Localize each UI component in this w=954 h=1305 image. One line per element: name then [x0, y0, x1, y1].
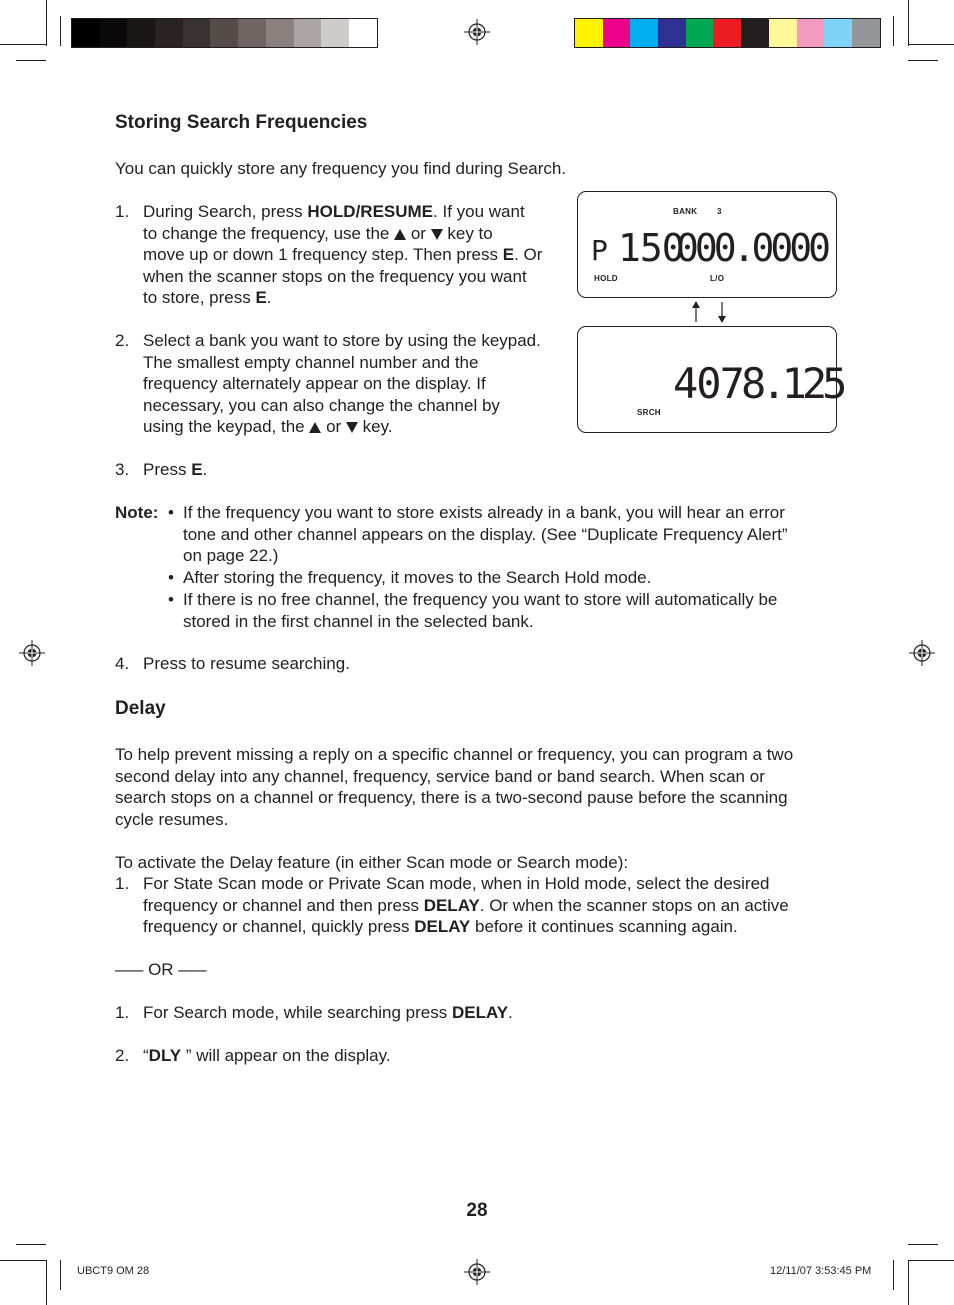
- hold-label: HOLD: [594, 274, 618, 283]
- color-swatch: [100, 19, 128, 47]
- down-arrow-icon: [346, 422, 358, 433]
- bullet: •: [168, 568, 174, 587]
- bank-number: 3: [717, 207, 722, 216]
- step-number: 2.: [115, 331, 130, 350]
- crop-mark: [0, 44, 46, 45]
- color-swatch: [713, 19, 741, 47]
- up-arrow-icon: [394, 229, 406, 240]
- crop-mark: [893, 1260, 894, 1290]
- color-swatch: [127, 19, 155, 47]
- crop-mark: [16, 60, 46, 61]
- color-swatch: [658, 19, 686, 47]
- bullet: •: [168, 503, 174, 522]
- note-bullet-2: After storing the frequency, it moves to the Search Hold mode.: [183, 568, 652, 587]
- crop-mark: [908, 1260, 954, 1261]
- crop-mark: [46, 0, 47, 46]
- intro-text: You can quickly store any frequency you find during Search.: [115, 159, 567, 178]
- lcd-display-hold: [577, 191, 837, 298]
- note-bullet-3: If there is no free channel, the frequency you want to store will automatically be stored in the first channel in the selected bank.: [183, 590, 778, 631]
- step-number: 1.: [115, 202, 130, 221]
- channel-digits: 407: [673, 359, 743, 408]
- up-down-arrows-icon: [688, 300, 730, 324]
- color-swatch: [349, 19, 377, 47]
- color-swatch: [321, 19, 349, 47]
- color-swatch: [183, 19, 211, 47]
- srch-label: SRCH: [637, 408, 661, 417]
- frequency-digits: 8.125: [741, 359, 843, 408]
- color-swatch: [741, 19, 769, 47]
- step-number: 1.: [115, 874, 130, 893]
- section-heading-storing: Storing Search Frequencies: [115, 112, 368, 133]
- registration-mark-icon: [464, 19, 490, 45]
- color-swatch: [686, 19, 714, 47]
- color-swatch: [797, 19, 825, 47]
- page-number: 28: [466, 1200, 488, 1221]
- step-1-text: During Search, press HOLD/RESUME. If you want to change the frequency, use the or key to move up or down 1 frequency step. Then press E. Or when the scanner stops on the frequency you want to store, press E.: [143, 202, 543, 308]
- bullet: •: [168, 590, 174, 609]
- search-delay-step-text: For Search mode, while searching press DELAY.: [143, 1003, 513, 1022]
- color-swatch: [238, 19, 266, 47]
- color-swatch: [155, 19, 183, 47]
- color-swatch: [294, 19, 322, 47]
- crop-mark: [60, 1260, 61, 1290]
- crop-mark: [908, 60, 938, 61]
- lcd-display-search: [577, 326, 843, 433]
- color-swatch: [769, 19, 797, 47]
- step-4-text: Press to resume searching.: [143, 654, 350, 673]
- section-heading-delay: Delay: [115, 698, 166, 719]
- registration-mark-icon: [19, 640, 45, 666]
- step-2-text: Select a bank you want to store by using the keypad. The smallest empty channel number and the frequency alternately appear on the display. If necessary, you can also change the channel by using the keypad, the or key.: [143, 331, 541, 437]
- up-arrow-icon: [309, 422, 321, 433]
- crop-mark: [908, 1244, 938, 1245]
- registration-mark-icon: [909, 640, 935, 666]
- step-3-text: Press E.: [143, 460, 208, 479]
- frequency-digits: 000.0000: [676, 226, 828, 270]
- crop-mark: [16, 1244, 46, 1245]
- grayscale-color-bar: [71, 18, 378, 48]
- p-symbol: P: [591, 234, 608, 267]
- note-label: Note:: [115, 503, 159, 522]
- registration-mark-icon: [464, 1259, 490, 1285]
- bank-label: BANK: [673, 207, 698, 216]
- dly-display-step-text: “DLY ” will appear on the display.: [143, 1046, 391, 1065]
- crop-mark: [0, 1260, 46, 1261]
- crop-mark: [908, 44, 954, 45]
- channel-digits: 150: [618, 226, 684, 270]
- step-number: 1.: [115, 1003, 130, 1022]
- color-swatch: [852, 19, 880, 47]
- color-swatch: [824, 19, 852, 47]
- color-swatch: [210, 19, 238, 47]
- step-number: 4.: [115, 654, 130, 673]
- lo-label: L/O: [710, 274, 725, 283]
- note-bullet-1: If the frequency you want to store exists already in a bank, you will hear an error tone and other channel appears on the display. (See “Duplicate Frequency Alert” on page 22.): [183, 503, 788, 566]
- crop-mark: [60, 16, 61, 46]
- crop-mark: [908, 1260, 909, 1305]
- process-color-bar: [574, 18, 881, 48]
- footer-right: 12/11/07 3:53:45 PM: [770, 1265, 872, 1277]
- color-swatch: [266, 19, 294, 47]
- color-swatch: [575, 19, 603, 47]
- crop-mark: [908, 0, 909, 46]
- activate-text: To activate the Delay feature (in either Scan mode or Search mode):: [115, 853, 629, 872]
- step-number: 3.: [115, 460, 130, 479]
- crop-mark: [893, 16, 894, 46]
- delay-step-1-text: For State Scan mode or Private Scan mode, when in Hold mode, select the desired frequency or channel and then press DELAY. Or when the scanner stops on an active frequency or channel, quickly press DELAY before it continues scanning again.: [143, 874, 789, 937]
- down-arrow-icon: [431, 229, 443, 240]
- color-swatch: [72, 19, 100, 47]
- footer-left: UBCT9 OM 28: [77, 1265, 150, 1277]
- color-swatch: [630, 19, 658, 47]
- crop-mark: [46, 1260, 47, 1305]
- delay-paragraph: To help prevent missing a reply on a specific channel or frequency, you can program a two second delay into any channel, frequency, service band or band search. When scan or search stops on a channel or frequency, there is a two-second pause before the scanning cycle resumes.: [115, 745, 794, 829]
- or-separator: ––– OR –––: [115, 960, 207, 979]
- color-swatch: [603, 19, 631, 47]
- step-number: 2.: [115, 1046, 130, 1065]
